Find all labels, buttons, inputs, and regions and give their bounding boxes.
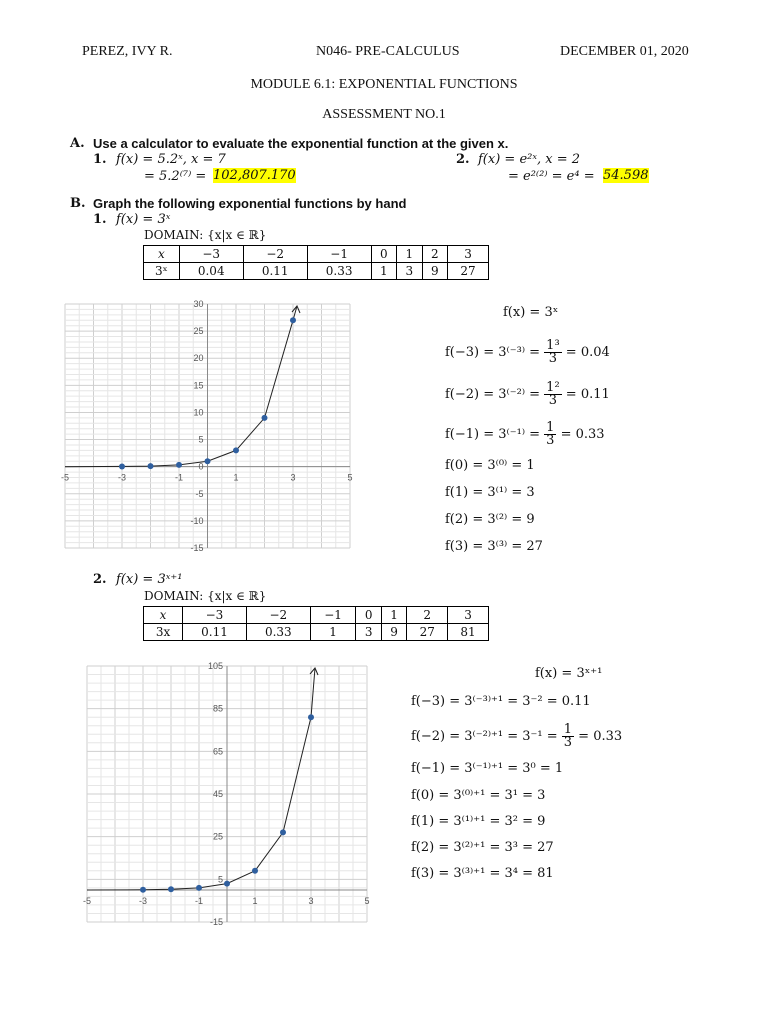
- y-tick-label: 105: [207, 661, 223, 671]
- data-point: [308, 714, 314, 720]
- b2-eq-2-right: = 0.33: [578, 729, 623, 744]
- b1-eq-3-right: = 0.33: [560, 427, 605, 442]
- x-tick-label: 3: [290, 472, 296, 483]
- x-tick-label: 5: [347, 472, 353, 483]
- table-cell: 3: [397, 263, 422, 280]
- b1-function: f(x) = 3ˣ: [116, 212, 171, 227]
- a1-number: 1.: [93, 152, 107, 167]
- x-tick-label: -1: [194, 896, 204, 906]
- fraction: [544, 382, 561, 407]
- table-cell: 1: [397, 246, 422, 263]
- b1-eq-6: f(2) = 3⁽²⁾ = 9: [445, 512, 535, 527]
- table-cell: −3: [183, 607, 247, 624]
- curve-extension: [311, 668, 315, 717]
- b2-graph: [82, 660, 382, 932]
- table-cell: 2: [422, 246, 447, 263]
- b2-value-table: [143, 606, 489, 641]
- b2-number: 2.: [93, 572, 107, 587]
- course-name: N046- PRE-CALCULUS: [316, 44, 460, 59]
- x-tick-label: -3: [138, 896, 148, 906]
- a1-function: f(x) = 5.2ˣ, x = 7: [116, 152, 226, 167]
- table-cell: 9: [381, 624, 406, 641]
- b2-eq-3: f(−1) = 3⁽⁻¹⁾⁺¹ = 3⁰ = 1: [411, 761, 564, 776]
- b1-eq-2-left: f(−2) = 3⁽⁻²⁾ =: [445, 387, 541, 402]
- data-point: [119, 463, 125, 469]
- table-cell: 0.04: [179, 263, 243, 280]
- table-cell: 81: [448, 624, 489, 641]
- data-point: [252, 868, 258, 874]
- table-cell: 27: [407, 624, 448, 641]
- x-tick-label: 3: [308, 896, 314, 906]
- a2-function: f(x) = e²ˣ, x = 2: [478, 152, 580, 167]
- fraction-numerator: 1: [563, 722, 573, 737]
- y-tick-label: -15: [190, 543, 204, 553]
- part-b-letter: B.: [70, 196, 86, 211]
- y-tick-label: 5: [217, 874, 223, 885]
- y-tick-label: -10: [190, 515, 204, 526]
- x-tick-label: 5: [364, 896, 370, 906]
- b1-eq-2: [445, 382, 610, 407]
- b2-domain: DOMAIN: {x|x ∈ ℝ}: [144, 589, 267, 603]
- table-cell: 1: [381, 607, 406, 624]
- table-cell: 0.11: [243, 263, 307, 280]
- data-point: [262, 415, 268, 421]
- b1-eq-1-right: = 0.04: [565, 345, 610, 360]
- x-tick-label: -5: [82, 896, 92, 906]
- x-tick-label: -5: [60, 472, 70, 483]
- table-cell: 1: [310, 624, 356, 641]
- a2-answer: 54.598: [603, 168, 649, 183]
- table-cell: −1: [310, 607, 356, 624]
- assessment-title: ASSESSMENT NO.1: [322, 107, 446, 122]
- table-cell: 3: [448, 246, 489, 263]
- table-row: [144, 263, 489, 280]
- b1-domain: DOMAIN: {x|x ∈ ℝ}: [144, 228, 267, 242]
- table-cell: −1: [307, 246, 371, 263]
- y-tick-label: 85: [212, 703, 223, 714]
- table-cell: 3x: [144, 624, 183, 641]
- fraction: [544, 422, 556, 447]
- b1-value-table: [143, 245, 489, 280]
- b1-eq-1: [445, 340, 610, 365]
- table-cell: 3: [356, 624, 381, 641]
- table-cell: 9: [422, 263, 447, 280]
- a1-answer: 102,807.170: [213, 168, 296, 183]
- table-cell: −2: [246, 607, 310, 624]
- b1-eq-5: f(1) = 3⁽¹⁾ = 3: [445, 485, 535, 500]
- y-tick-label: 45: [212, 789, 223, 799]
- table-cell: −2: [243, 246, 307, 263]
- y-tick-label: 30: [193, 299, 204, 309]
- y-tick-label: 15: [193, 380, 204, 391]
- table-cell: 0.33: [246, 624, 310, 641]
- fraction: [562, 724, 574, 749]
- y-tick-label: 65: [212, 746, 223, 757]
- b2-eq-2-left: f(−2) = 3⁽⁻²⁾⁺¹ = 3⁻¹ =: [411, 729, 558, 744]
- fraction-denominator: 3: [548, 351, 558, 366]
- b1-eq-3-left: f(−1) = 3⁽⁻¹⁾ =: [445, 427, 541, 442]
- b1-number: 1.: [93, 212, 107, 227]
- table-cell: 0: [356, 607, 381, 624]
- student-name: PEREZ, IVY R.: [82, 44, 173, 59]
- fraction-denominator: 3: [546, 433, 555, 448]
- data-point: [176, 462, 182, 468]
- x-tick-label: 1: [252, 896, 258, 906]
- b2-eq-6: f(2) = 3⁽²⁾⁺¹ = 3³ = 27: [411, 840, 554, 855]
- part-a-letter: A.: [70, 136, 85, 151]
- table-cell: 3: [448, 607, 489, 624]
- y-tick-label: -5: [195, 488, 204, 499]
- y-tick-label: 5: [198, 434, 204, 445]
- b1-eq-title: f(x) = 3ˣ: [503, 305, 559, 320]
- data-point: [290, 317, 296, 323]
- a2-work: = e²⁽²⁾ = e⁴ =: [508, 169, 595, 184]
- table-cell: 0: [371, 246, 396, 263]
- x-tick-label: -1: [174, 472, 184, 483]
- a2-number: 2.: [456, 152, 470, 167]
- module-title: MODULE 6.1: EXPONENTIAL FUNCTIONS: [250, 77, 518, 92]
- y-tick-label: 10: [193, 407, 204, 418]
- data-point: [280, 829, 286, 835]
- table-cell: 2: [407, 607, 448, 624]
- fraction: [544, 340, 561, 365]
- data-point: [148, 463, 154, 469]
- x-tick-label: 1: [233, 472, 239, 483]
- part-a-instruction: Use a calculator to evaluate the exponential function at the given x.: [93, 136, 509, 151]
- b1-eq-2-right: = 0.11: [565, 387, 610, 402]
- b1-eq-4: f(0) = 3⁽⁰⁾ = 1: [445, 458, 535, 473]
- a1-work: = 5.2⁽⁷⁾ =: [144, 169, 207, 184]
- y-tick-label: 25: [212, 831, 223, 842]
- b2-eq-4: f(0) = 3⁽⁰⁾⁺¹ = 3¹ = 3: [411, 788, 546, 803]
- data-point: [205, 458, 211, 464]
- table-cell: 3ˣ: [144, 263, 180, 280]
- data-point: [224, 881, 230, 887]
- b2-eq-5: f(1) = 3⁽¹⁾⁺¹ = 3² = 9: [411, 814, 546, 829]
- data-point: [168, 886, 174, 892]
- table-cell: 0.11: [183, 624, 247, 641]
- y-tick-label: 0: [198, 461, 204, 472]
- table-row: [144, 607, 489, 624]
- fraction-numerator: 1²: [546, 380, 560, 395]
- b1-graph: [60, 297, 360, 559]
- fraction-denominator: 3: [563, 735, 573, 750]
- data-point: [233, 447, 239, 453]
- fraction-denominator: 3: [548, 393, 558, 408]
- data-point: [140, 887, 146, 893]
- b2-eq-title: f(x) = 3ˣ⁺¹: [535, 666, 603, 681]
- b2-eq-7: f(3) = 3⁽³⁾⁺¹ = 3⁴ = 81: [411, 866, 554, 881]
- b2-function: f(x) = 3ˣ⁺¹: [116, 572, 183, 587]
- table-row: [144, 624, 489, 641]
- y-tick-label: 25: [193, 326, 204, 337]
- b2-eq-1: f(−3) = 3⁽⁻³⁾⁺¹ = 3⁻² = 0.11: [411, 694, 591, 709]
- b2-eq-2: [411, 724, 622, 749]
- b1-eq-1-left: f(−3) = 3⁽⁻³⁾ =: [445, 345, 541, 360]
- table-cell: 27: [448, 263, 489, 280]
- table-cell: x: [144, 246, 180, 263]
- b1-eq-3: [445, 422, 605, 447]
- y-tick-label: 20: [193, 353, 204, 364]
- table-cell: 1: [371, 263, 396, 280]
- b1-eq-7: f(3) = 3⁽³⁾ = 27: [445, 539, 543, 554]
- table-cell: 0.33: [307, 263, 371, 280]
- part-b-instruction: Graph the following exponential functions by hand: [93, 196, 407, 211]
- table-cell: x: [144, 607, 183, 624]
- fraction-numerator: 1: [546, 420, 555, 435]
- data-point: [196, 885, 202, 891]
- document-date: DECEMBER 01, 2020: [560, 44, 689, 59]
- y-tick-label: -15: [209, 917, 223, 927]
- x-tick-label: -3: [117, 472, 127, 483]
- fraction-numerator: 1³: [546, 338, 560, 353]
- table-row: [144, 246, 489, 263]
- table-cell: −3: [179, 246, 243, 263]
